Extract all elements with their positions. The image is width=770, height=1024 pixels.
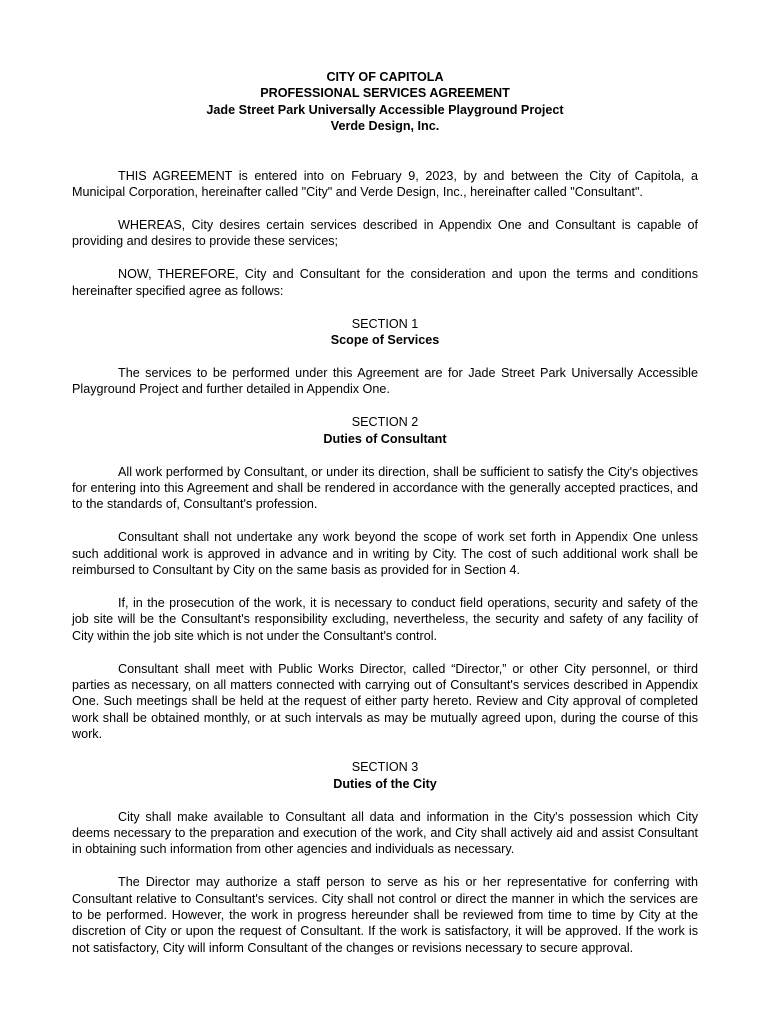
section-2-paragraph: All work performed by Consultant, or under its direction, shall be sufficient to satisfy the City's objectives for entering into this Agreement and shall be rendered in accordance with the generally accepted practices, and to the standards of, Consultant's profession. [72,464,698,512]
section-3-paragraph: The Director may authorize a staff person to serve as his or her representative for conferring with Consultant relative to Consultant's services. City shall not control or direct the manner in which the services are to be performed. However, the work in progress hereunder shall be reviewed from time to time by City at the discretion of City or upon the request of Consultant. If the work is satisfactory, it will be approved. If the work is not satisfactory, City will inform Consultant of the changes or revisions necessary to secure approval. [72,875,698,955]
title-consultant: Verde Design, Inc. [330,119,440,134]
title-agreement-type: PROFESSIONAL SERVICES AGREEMENT [260,86,510,101]
document-title-block [72,69,698,135]
section-2-heading [72,414,698,447]
section-2-paragraph: Consultant shall meet with Public Works Director, called “Director,” or other City personnel, or third parties as necessary, on all matters connected with carrying out of Consultant's services described in Appendix One. Such meetings shall be held at the request of either party hereto. Review and City approval of completed work shall be obtained monthly, or at such intervals as may be mutually agreed upon, during the course of this work. [72,661,698,742]
title-city: CITY OF CAPITOLA [326,70,444,84]
section-3-number: SECTION 3 [351,760,419,775]
intro-paragraph-whereas: WHEREAS, City desires certain services described in Appendix One and Consultant is capable of providing and desires to provide these services; [72,217,698,249]
section-1-number: SECTION 1 [351,316,419,331]
section-1-heading [72,316,698,349]
title-project: Jade Street Park Universally Accessible Playground Project [206,102,564,117]
section-1-title: Scope of Services [330,332,440,347]
section-3-title: Duties of the City [333,776,437,791]
section-2-number: SECTION 2 [351,415,419,430]
section-2-paragraph: If, in the prosecution of the work, it is necessary to conduct field operations, security and safety of the job site will be the Consultant's responsibility excluding, nevertheless, the security and safety of any facility of City within the job site which is not under the Consultant's control. [72,595,698,643]
section-3-paragraph: City shall make available to Consultant all data and information in the City's possession which City deems necessary to the preparation and execution of the work, and City shall actively aid and assist Consultant in obtaining such information from other agencies and individuals as necessary. [72,809,698,857]
section-2-title: Duties of Consultant [323,431,447,446]
document-page [72,69,698,973]
intro-paragraph-agreement: THIS AGREEMENT is entered into on February 9, 2023, by and between the City of Capitola, a Municipal Corporation, hereinafter called "City" and Verde Design, Inc., hereinafter called "Consultant". [72,168,698,200]
intro-paragraph-therefore: NOW, THEREFORE, City and Consultant for the consideration and upon the terms and conditions hereinafter specified agree as follows: [72,267,698,298]
section-2-paragraph: Consultant shall not undertake any work beyond the scope of work set forth in Appendix One unless such additional work is approved in advance and in writing by City. The cost of such additional work shall be reimbursed to Consultant by City on the same basis as provided for in Section 4. [72,530,698,578]
title-spacer [72,135,698,168]
section-1-paragraph: The services to be performed under this Agreement are for Jade Street Park Universally Accessible Playground Project and further detailed in Appendix One. [72,365,698,397]
section-3-heading [72,759,698,792]
